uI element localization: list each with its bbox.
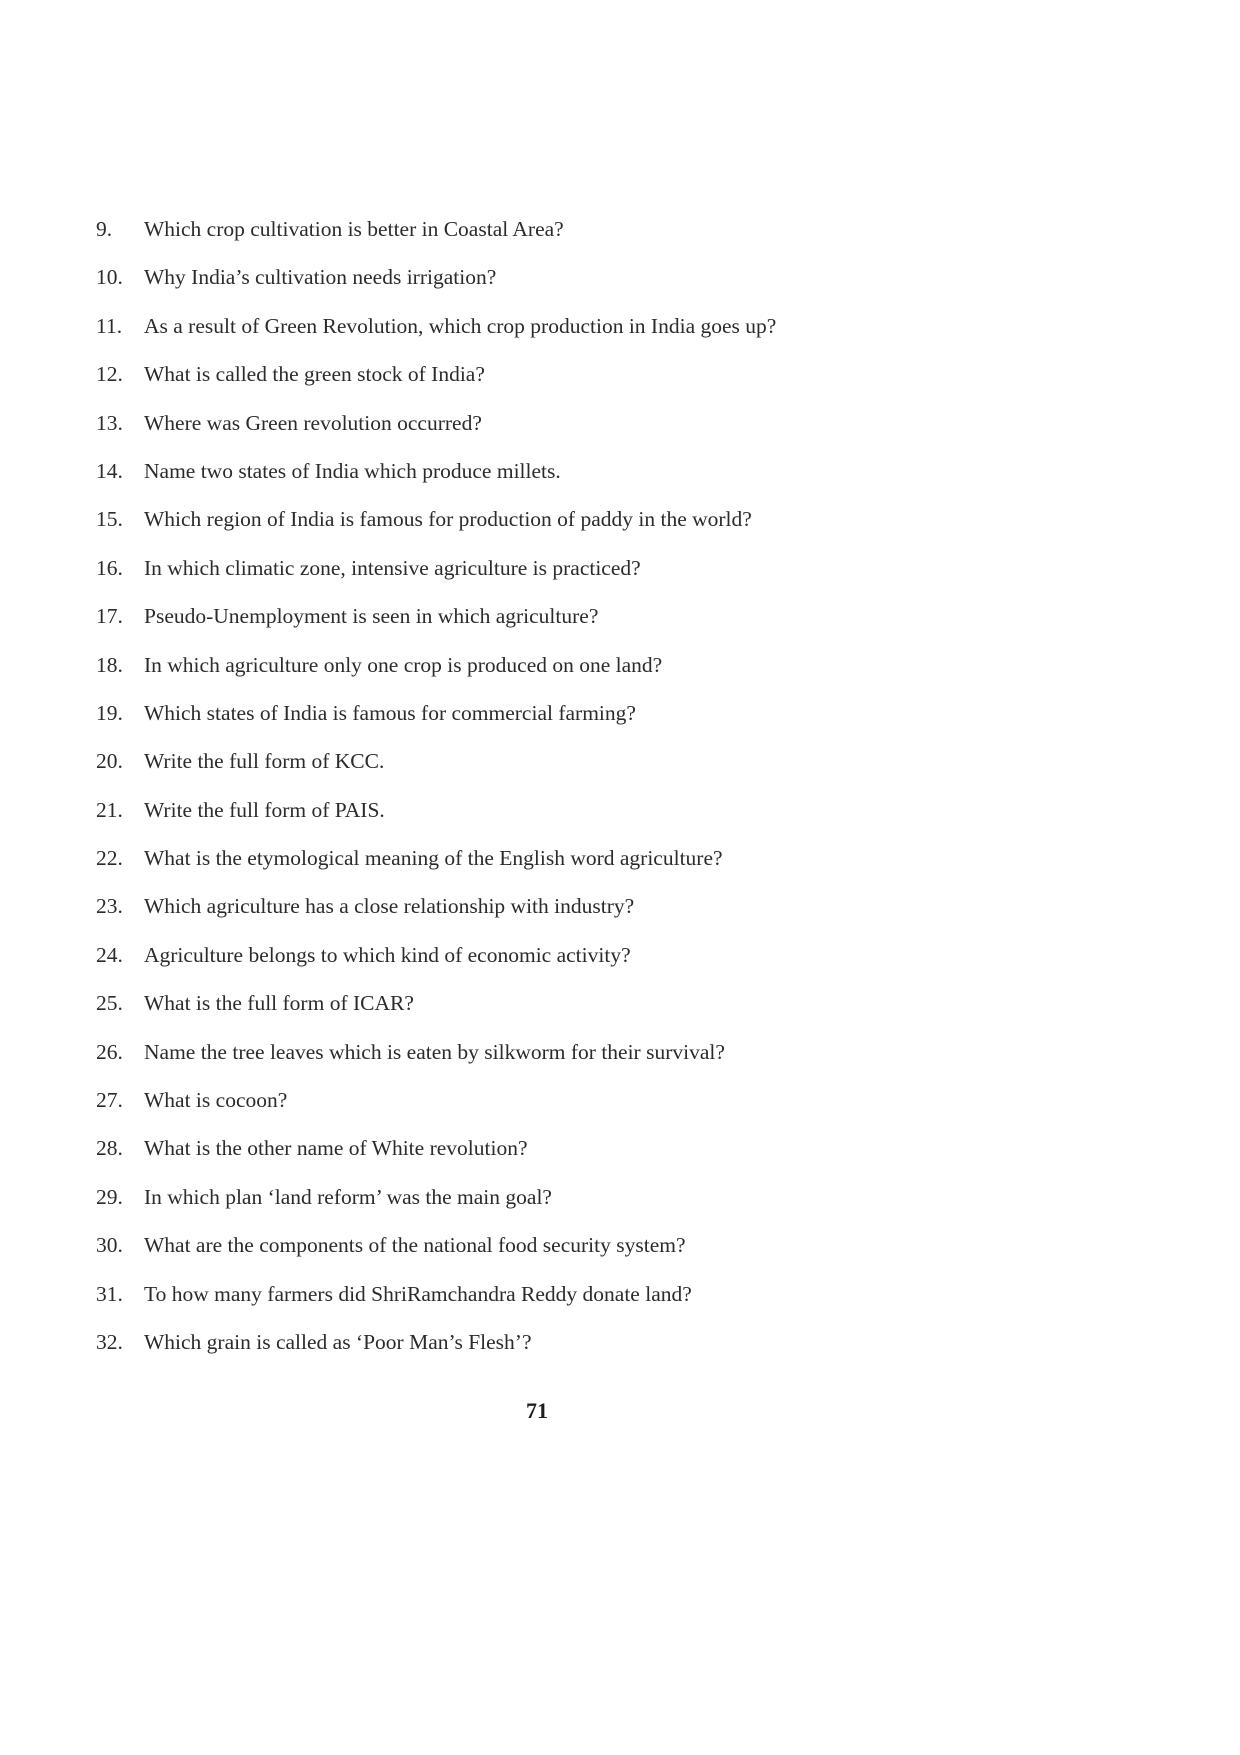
question-number: 21. — [96, 797, 123, 822]
question-number: 26. — [96, 1039, 123, 1064]
question-item — [96, 697, 1046, 745]
question-text: To how many farmers did ShriRamchandra Reddy donate land? — [144, 1281, 692, 1306]
question-item — [96, 1036, 1046, 1084]
question-text: Which agriculture has a close relationship with industry? — [144, 894, 635, 919]
question-text: Which crop cultivation is better in Coastal Area? — [144, 217, 564, 241]
question-number: 17. — [96, 604, 123, 629]
question-text: Name two states of India which produce millets. — [144, 458, 561, 483]
question-item — [96, 310, 1046, 358]
question-text: Where was Green revolution occurred? — [144, 410, 482, 435]
question-text: Write the full form of PAIS. — [144, 797, 385, 822]
question-number: 16. — [96, 555, 123, 580]
question-text: In which climatic zone, intensive agriculture is practiced? — [144, 555, 641, 580]
question-number: 29. — [96, 1184, 123, 1209]
question-text: Why India’s cultivation needs irrigation? — [144, 265, 497, 290]
question-item — [96, 1229, 1046, 1277]
question-text: Name the tree leaves which is eaten by silkworm for their survival? — [144, 1039, 725, 1064]
page-number: 71 — [526, 1398, 548, 1423]
question-text: Pseudo-Unemployment is seen in which agriculture? — [144, 604, 599, 629]
question-text: What is the other name of White revolution? — [144, 1136, 528, 1161]
question-number: 31. — [96, 1281, 123, 1306]
question-number: 10. — [96, 265, 123, 290]
question-number: 30. — [96, 1233, 123, 1258]
question-item — [96, 455, 1046, 503]
question-number: 18. — [96, 652, 123, 677]
question-number: 22. — [96, 846, 123, 871]
question-number: 12. — [96, 362, 123, 387]
question-number: 27. — [96, 1088, 123, 1113]
question-item — [96, 987, 1046, 1035]
question-list — [96, 213, 1046, 1374]
question-text: As a result of Green Revolution, which crop production in India goes up? — [144, 313, 777, 338]
question-number: 11. — [96, 313, 123, 338]
question-item — [96, 842, 1046, 890]
question-text: Which region of India is famous for production of paddy in the world? — [144, 507, 752, 532]
question-number: 28. — [96, 1136, 123, 1161]
question-item — [96, 600, 1046, 648]
question-item — [96, 407, 1046, 455]
question-text: Which states of India is famous for commercial farming? — [144, 700, 636, 725]
question-number: 15. — [96, 507, 123, 532]
question-item — [96, 261, 1046, 309]
question-item — [96, 1326, 1046, 1374]
question-item — [96, 794, 1046, 842]
question-item — [96, 745, 1046, 793]
question-text: What is called the green stock of India? — [144, 362, 485, 387]
question-item — [96, 552, 1046, 600]
question-number: 9. — [96, 217, 113, 241]
question-item — [96, 649, 1046, 697]
question-number: 20. — [96, 749, 123, 774]
question-number: 25. — [96, 991, 123, 1016]
question-item — [96, 1278, 1046, 1326]
question-item — [96, 1181, 1046, 1229]
question-text: In which plan ‘land reform’ was the main goal? — [144, 1184, 552, 1209]
question-number: 14. — [96, 458, 123, 483]
question-text: What is cocoon? — [144, 1088, 288, 1113]
question-item — [96, 358, 1046, 406]
question-text: Agriculture belongs to which kind of economic activity? — [144, 942, 631, 967]
question-number: 32. — [96, 1329, 123, 1354]
question-text: Which grain is called as ‘Poor Man’s Flesh’? — [144, 1329, 532, 1354]
question-number: 13. — [96, 410, 123, 435]
question-text: What is the full form of ICAR? — [144, 991, 414, 1016]
question-number: 24. — [96, 942, 123, 967]
question-number: 19. — [96, 700, 123, 725]
question-text: Write the full form of KCC. — [144, 749, 385, 774]
question-item — [96, 213, 1046, 261]
question-number: 23. — [96, 894, 123, 919]
question-item — [96, 939, 1046, 987]
question-text: What are the components of the national food security system? — [144, 1233, 686, 1258]
question-text: In which agriculture only one crop is produced on one land? — [144, 652, 663, 677]
question-item — [96, 1084, 1046, 1132]
question-item — [96, 503, 1046, 551]
question-text: What is the etymological meaning of the English word agriculture? — [144, 846, 723, 871]
question-item — [96, 890, 1046, 938]
question-item — [96, 1132, 1046, 1180]
